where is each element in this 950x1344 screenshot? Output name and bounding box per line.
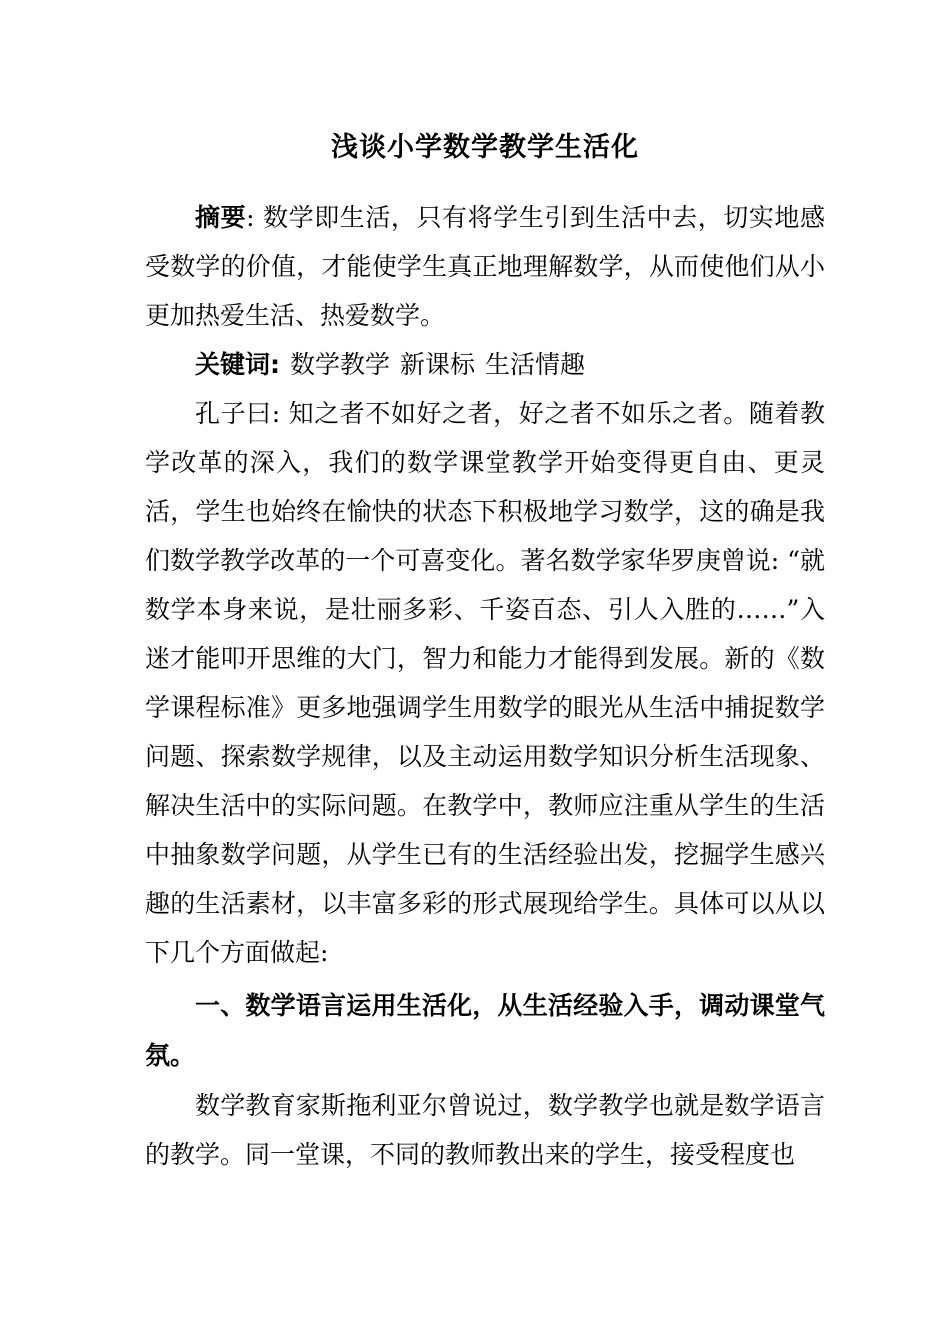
keywords-separator: : bbox=[270, 350, 281, 379]
keyword-item: 新课标 bbox=[400, 350, 476, 379]
keyword-item: 数学教学 bbox=[290, 350, 391, 379]
keywords-paragraph bbox=[145, 340, 825, 389]
document-page bbox=[145, 128, 825, 1179]
abstract-label: 摘要 bbox=[195, 203, 247, 232]
section-heading: 一、数学语言运用生活化，从生活经验入手，调动课堂气氛。 bbox=[145, 991, 825, 1070]
document-title: 浅谈小学数学教学生活化 bbox=[331, 132, 639, 163]
section-paragraph: 数学教育家斯拖利亚尔曾说过，数学教学也就是数学语言的教学。同一堂课，不同的教师教出来的学生，接受程度也 bbox=[145, 1091, 825, 1169]
keyword-item: 生活情趣 bbox=[485, 350, 586, 379]
intro-paragraph: 孔子曰: 知之者不如好之者，好之者不如乐之者。随着教学改革的深入，我们的数学课堂教学开始变得更自由、更灵活，学生也始终在愉快的状态下积极地学习数学，这的确是我们数学教学改革的一个可喜变化。著名数学家华罗庚曾说: “就数学本身来说，是壮丽多彩、千姿百态、引人入胜的……”入迷才能叩开思维的大门，智力和能力才能得到发展。新的《数学课程标准》更多地强调学生用数学的眼光从生活中捕捉数学问题、探索数学规律，以及主动运用数学知识分析生活现象、解决生活中的实际问题。在教学中，教师应注重从学生的生活中抽象数学问题，从学生已有的生活经验出发，挖掘学生感兴趣的生活素材，以丰富多彩的形式展现给学生。具体可以从以下几个方面做起: bbox=[145, 399, 825, 967]
keywords-label: 关键词 bbox=[195, 350, 271, 379]
abstract-text: : 数学即生活，只有将学生引到生活中去，切实地感受数学的价值，才能使学生真正地理解数学，从而使他们从小更加热爱生活、热爱数学。 bbox=[145, 203, 825, 330]
abstract-paragraph bbox=[145, 193, 825, 340]
